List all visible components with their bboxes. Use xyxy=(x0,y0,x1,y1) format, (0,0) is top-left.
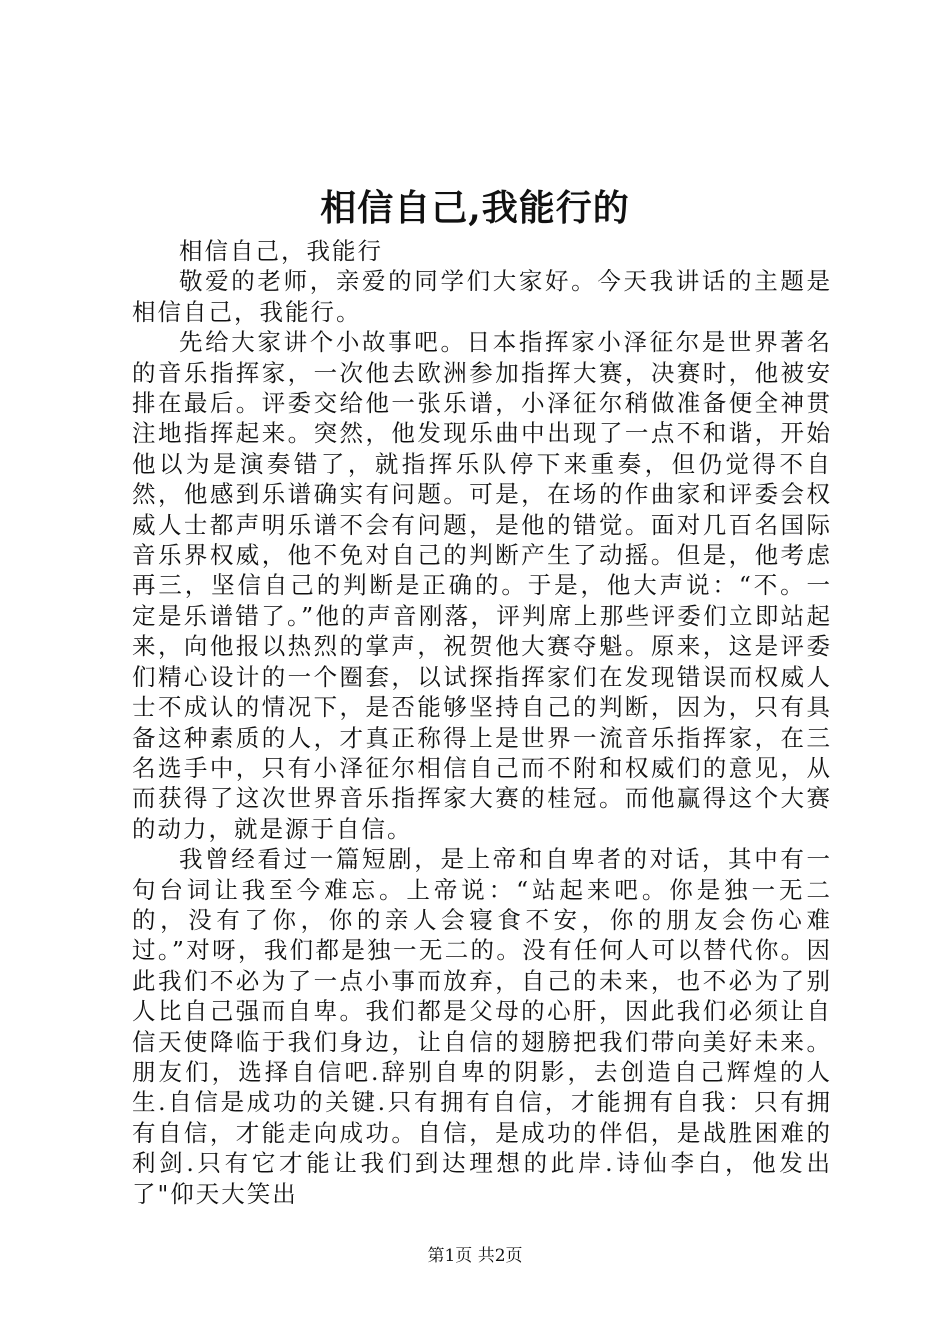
paragraph-subtitle: 相信自己，我能行 xyxy=(179,237,383,265)
page-footer: 第1页 共2页 xyxy=(427,1246,523,1266)
document-body xyxy=(132,236,832,1209)
paragraph-greeting: 敬爱的老师，亲爱的同学们大家好。今天我讲话的主题是相信自己，我能行。 xyxy=(132,267,832,326)
document-title: 相信自己,我能行的 xyxy=(320,187,630,229)
paragraph-story: 先给大家讲个小故事吧。日本指挥家小泽征尔是世界著名的音乐指挥家，一次他去欧洲参加指挥大赛，决赛时，他被安排在最后。评委交给他一张乐谱，小泽征尔稍做准备便全神贯注地指挥起来。突然，他发现乐曲中出现了一点不和谐，开始他以为是演奏错了，就指挥乐队停下来重奏，但仍觉得不自然，他感到乐谱确实有问题。可是，在场的作曲家和评委会权威人士都声明乐谱不会有问题，是他的错觉。面对几百名国际音乐界权威，他不免对自己的判断产生了动摇。但是，他考虑再三，坚信自己的判断是正确的。于是，他大声说：“不。一定是乐谱错了。”他的声音刚落，评判席上那些评委们立即站起来，向他报以热烈的掌声，祝贺他大赛夺魁。原来，这是评委们精心设计的一个圈套，以试探指挥家们在发现错误而权威人士不成认的情况下，是否能够坚持自己的判断，因为，只有具备这种素质的人，才真正称得上是世界一流音乐指挥家，在三名选手中，只有小泽征尔相信自己而不附和权威们的意见，从而获得了这次世界音乐指挥家大赛的桂冠。而他赢得这个大赛的动力，就是源于自信。 xyxy=(132,328,832,843)
paragraph-drama: 我曾经看过一篇短剧，是上帝和自卑者的对话，其中有一句台词让我至今难忘。上帝说：“站起来吧。你是独一无二的，没有了你，你的亲人会寝食不安，你的朋友会伤心难过。”对呀，我们都是独一无二的。没有任何人可以替代你。因此我们不必为了一点小事而放弃，自己的未来，也不必为了别人比自己强而自卑。我们都是父母的心肝，因此我们必须让自信天使降临于我们身边，让自信的翅膀把我们带向美好未来。朋友们，选择自信吧.辞别自卑的阴影，去创造自己辉煌的人生.自信是成功的关键.只有拥有自信，才能拥有自我：只有拥有自信，才能走向成功。自信，是成功的伴侣，是战胜困难的利剑.只有它才能让我们到达理想的此岸.诗仙李白，他发出了"仰天大笑出 xyxy=(132,845,832,1208)
